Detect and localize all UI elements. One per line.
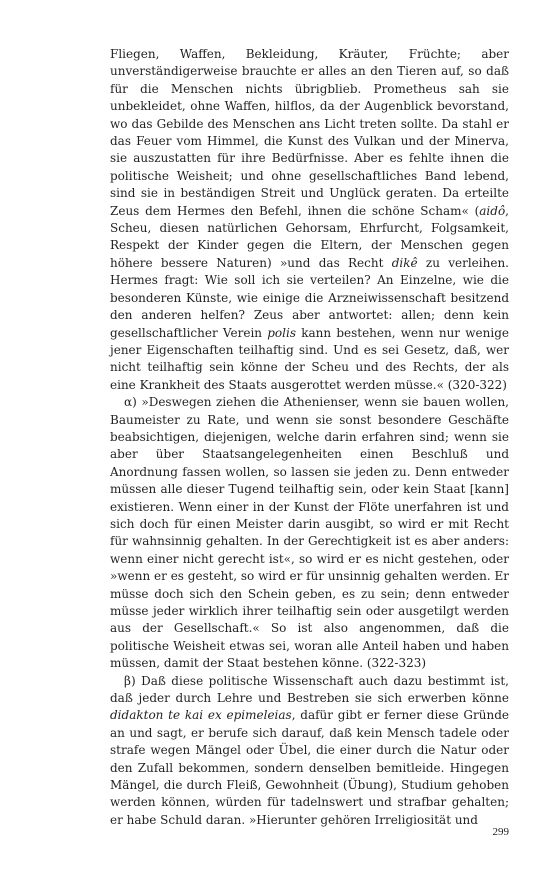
italic-term: dikê	[391, 255, 418, 270]
body-text	[110, 46, 509, 829]
page-number: 299	[492, 826, 509, 838]
text-run: α) »Deswegen ziehen die Athenienser, wenn sie bauen wollen, Baumeister zu Rate, und wenn sie sonst besondere Geschäfte beabsichtigen, diejenigen, welche darin erfahren sind; wenn sie aber über Staatsangelegenheiten einen Beschluß und Anordnung fassen wollen, so lassen sie jeden zu. Denn entweder müssen alle dieser Tugend teilhaftig sein, oder kein Staat [kann] existieren. Wenn einer in der Kunst der Flöte unerfahren ist und sich doch für einen Meister darin ausgibt, so wird er mit Recht für wahnsinnig gehalten. In der Gerechtigkeit ist es aber anders: wenn einer nicht gerecht ist«, so wird er es nicht gestehen, oder »wenn er es gesteht, so wird er für unsinnig gehalten werden. Er müsse doch sich den Schein geben, es zu sein; denn entweder müsse jeder wirklich ihrer teilhaftig sein oder ausgetilgt werden aus der Gesellschaft.« So ist also angenommen, daß die politische Weisheit etwas sei, woran alle Anteil haben und haben müssen, damit der Staat bestehen könne. (322-323)	[110, 395, 509, 671]
paragraph-beta	[110, 673, 509, 830]
italic-term: polis	[267, 325, 296, 340]
paragraph-alpha	[110, 394, 509, 673]
text-run: zu verleihen. Hermes fragt: Wie soll ich sie verteilen? An Einzelne, wie die besonderen Künste, wie einige die Arzneiwissenschaft besitzend den anderen helfen? Zeus aber antwortet: allen; denn kein gesellschaftlicher Verein	[110, 255, 509, 340]
text-run: kann bestehen, wenn nur wenige jener Eigenschaften teilhaftig sind. Und es sei Gesetz, daß, wer nicht teilhaftig sein könne der Scheu und des Rechts, der als eine Krankheit des Staats ausgerottet werden müsse.« (320-322)	[110, 325, 509, 392]
text-run: , dafür gibt er ferner diese Gründe an und sagt, er berufe sich darauf, daß kein Mensch tadele oder strafe wegen Mängel oder Übel, die einer durch die Natur oder den Zufall bekommen, sondern denselben bemitleide. Hingegen Mängel, die durch Fleiß, Gewohnheit (Übung), Studium gehoben werden können, würden für tadelnswert und strafbar gehalten; er habe Schuld daran. »Hierunter gehören Irreligiosität und	[110, 708, 509, 827]
paragraph-prometheus	[110, 46, 509, 394]
text-run: β) Daß diese politische Wissenschaft auch dazu bestimmt ist, daß jeder durch Lehre und Bestreben sie sich erwerben könne	[110, 673, 509, 706]
italic-term: didakton te kai ex epimeleias	[110, 708, 292, 723]
italic-term: aidô	[479, 203, 506, 218]
text-run: , Scheu, diesen natürlichen Gehorsam, Ehrfurcht, Folgsamkeit, Respekt der Kinder gegen die Eltern, der Menschen gegen höhere bessere Naturen) »und das Recht	[110, 203, 509, 270]
text-run: Fliegen, Waffen, Bekleidung, Kräuter, Früchte; aber unverständigerweise brauchte er alles an den Tieren auf, so daß für die Menschen nichts übrigblieb. Prometheus sah sie unbekleidet, ohne Waffen, hilflos, da der Augenblick bevorstand, wo das Gebilde des Menschen ans Licht treten sollte. Da stahl er das Feuer vom Himmel, die Kunst des Vulkan und der Minerva, sie auszustatten für ihre Bedürfnisse. Aber es fehlte ihnen die politische Weisheit; und ohne gesellschaftliches Band lebend, sind sie in beständigen Streit und Unglück geraten. Da erteilte Zeus dem Hermes den Befehl, ihnen die schöne Scham« (	[110, 47, 509, 218]
